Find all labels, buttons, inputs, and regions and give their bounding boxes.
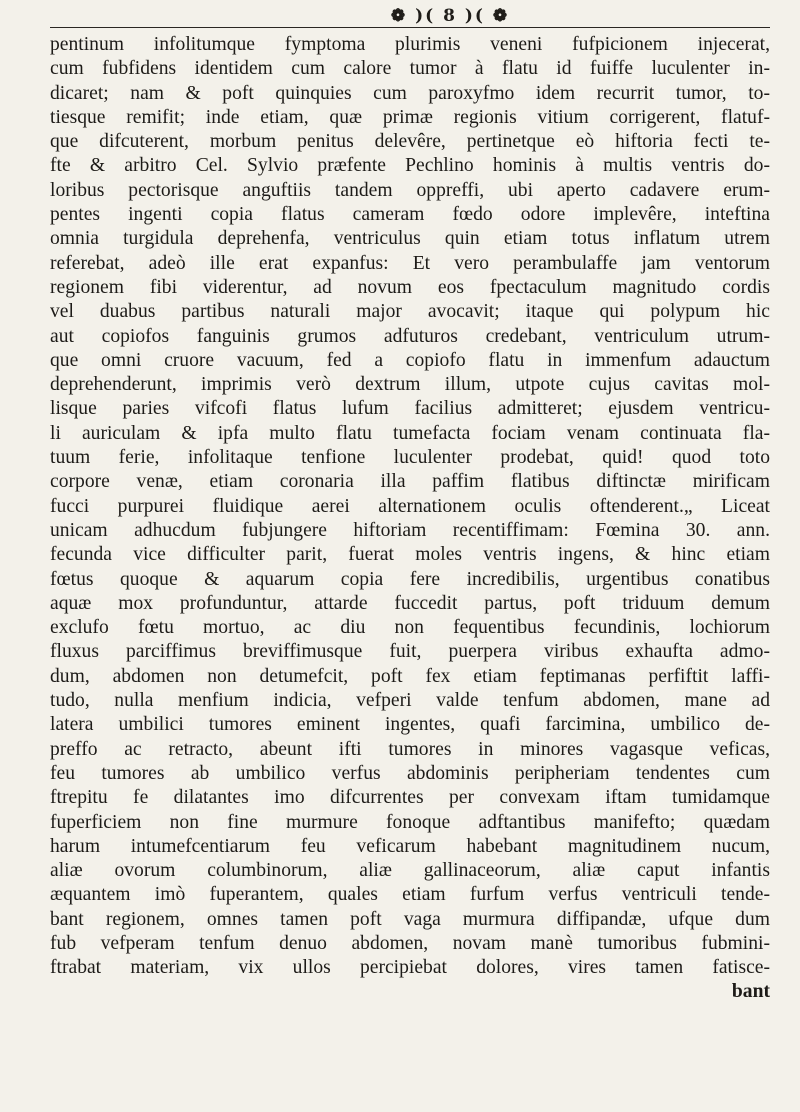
text-line: que difcuterent, morbum penitus delevêre, pertinetque eò hiftoria fecti te- <box>50 131 770 153</box>
text-line: preffo ac retracto, abeunt ifti tumores in minores vagasque veficas, <box>50 738 770 760</box>
text-line: li auriculam & ipfa multo flatu tumefacta fociam venam continuata fla- <box>50 422 770 444</box>
text-line: omnia turgidula deprehenfa, ventriculus quin etiam totus inflatum utrem <box>50 228 770 250</box>
text-line: corpore venæ, etiam coronaria illa paffim flatibus diftinctæ mirificam <box>50 471 770 493</box>
text-line: pentinum infolitumque fymptoma plurimis veneni fufpicionem injecerat, <box>50 34 770 55</box>
text-line: fucci purpurei fluidique aerei alternationem oculis oftenderent.„ Liceat <box>50 495 770 517</box>
text-line: deprehenderunt, imprimis verò dextrum illum, utpote cujus cavitas mol- <box>50 374 770 396</box>
catchword: bant <box>731 980 770 1002</box>
text-line: pentes ingenti copia flatus cameram fœdo odore implevêre, inteftina <box>50 204 770 226</box>
text-line: fte & arbitro Cel. Sylvio præfente Pechlino hominis à multis ventris do- <box>50 155 770 177</box>
text-line: aquæ mox profunduntur, attarde fuccedit partus, poft triduum demum <box>50 592 770 614</box>
text-line: fluxus parciffimus breviffimusque fuit, puerpera viribus exhaufta admo- <box>50 641 770 663</box>
text-line: feu tumores ab umbilico verfus abdominis peripheriam tendentes cum <box>50 762 770 784</box>
text-line: exclufo fœtu mortuo, ac diu non fequentibus fecundinis, lochiorum <box>50 617 770 639</box>
text-line: fuperficiem non fine murmure fonoque adftantibus manifefto; quædam <box>50 811 770 833</box>
text-line: referebat, adeò ille erat expanfus: Et vero perambulaffe jam ventorum <box>50 252 770 274</box>
text-line: fecunda vice difficulter parit, fuerat moles ventris ingens, & hinc etiam <box>50 544 770 566</box>
text-line: bant regionem, omnes tamen poft vaga murmura diffipandæ, ufque dum <box>50 908 770 930</box>
text-line: dum, abdomen non detumefcit, poft fex etiam feptimanas perfiftit laffi- <box>50 665 770 687</box>
text-line: harum intumefcentiarum feu veficarum habebant magnitudinem nucum, <box>50 835 770 857</box>
text-line: dicaret; nam & poft quinquies cum paroxyfmo idem recurrit tumor, to- <box>50 82 770 104</box>
text-line: unicam adhucdum fubjungere hiftoriam recentiffimam: Fœmina 30. ann. <box>50 519 770 541</box>
text-line: ftrabat materiam, vix ullos percipiebat dolores, vires tamen fatisce- <box>50 957 770 979</box>
text-line: lisque paries vifcofi flatus lufum facilius admitteret; ejusdem ventricu- <box>50 398 770 420</box>
text-line: vel duabus partibus naturali major avocavit; itaque qui polypum hic <box>50 301 770 323</box>
text-line: æquantem imò fuperantem, quales etiam furfum verfus ventriculi tende- <box>50 884 770 906</box>
text-line: regionem fibi viderentur, ad novum eos fpectaculum magnitudo cordis <box>50 276 770 298</box>
text-line: fub vefperam tenfum denuo abdomen, novam manè tumoribus fubmini- <box>50 932 770 954</box>
body-text <box>50 30 770 981</box>
page-number-ornament: ❁ )( 8 )( ❁ <box>390 6 510 26</box>
text-line: tudo, nulla menfium indicia, vefperi valde tenfum abdomen, mane ad <box>50 690 770 712</box>
text-line: tiesque remifit; inde etiam, quæ primæ regionis vitium corrigerent, flatuf- <box>50 106 770 128</box>
text-line: ftrepitu fe dilatantes imo difcurrentes per convexam iftam tumidamque <box>50 787 770 809</box>
text-line: aut copiofos fanguinis grumos adfuturos credebant, ventriculum utrum- <box>50 325 770 347</box>
text-line: loribus pectorisque anguftiis tandem oppreffi, ubi aperto cadavere erum- <box>50 179 770 201</box>
text-line: latera umbilici tumores eminent ingentes, quafi farcimina, umbilico de- <box>50 714 770 736</box>
text-line: fœtus quoque & aquarum copia fere incredibilis, urgentibus conatibus <box>50 568 770 590</box>
text-line: que omni cruore vacuum, fed a copiofo flatu in immenfum adauctum <box>50 349 770 371</box>
text-line: aliæ ovorum columbinorum, aliæ gallinaceorum, aliæ caput infantis <box>50 860 770 882</box>
text-line: tuum ferie, infolitaque tenfione luculenter prodebat, quid! quod toto <box>50 447 770 469</box>
text-line: cum fubfidens identidem cum calore tumor à flatu id fuiffe luculenter in- <box>50 58 770 80</box>
header-rule <box>50 27 770 28</box>
page-header <box>50 0 770 30</box>
